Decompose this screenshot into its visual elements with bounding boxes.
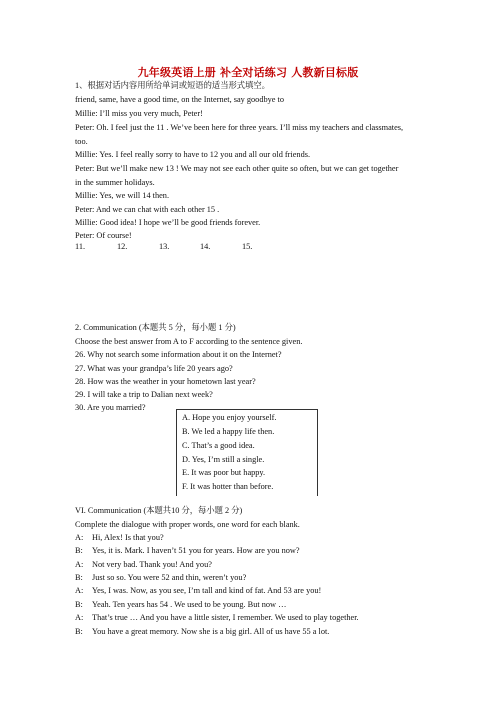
dialogue-row	[0, 626, 496, 637]
dialogue-line: Peter: And we can chat with each other 15 .	[75, 205, 220, 214]
answer-blank: 12.	[117, 242, 128, 251]
dialogue-line: Millie: I’ll miss you very much, Peter!	[75, 109, 203, 118]
dialogue-line: Peter: Oh. I feel just the 11 . We’ve been here for three years. I’ll miss my teachers and classmates,	[75, 123, 404, 132]
section1-instruction: 1、根据对话内容用所给单词或短语的适当形式填空。	[75, 81, 270, 90]
dialogue-line: too.	[75, 137, 88, 146]
speaker: B:	[75, 546, 83, 555]
dialogue-row	[0, 612, 496, 623]
speaker: A:	[75, 560, 84, 569]
speaker: A:	[75, 533, 84, 542]
dialogue-row	[0, 599, 496, 610]
dialogue-row	[0, 532, 496, 543]
dialogue-line: Peter: Of course!	[75, 231, 132, 240]
speaker: B:	[75, 627, 83, 636]
dialogue-line: Millie: Yes. I feel really sorry to have to 12 you and all our old friends.	[75, 150, 311, 159]
section3-heading: VI. Communication (本题共10 分，每小题 2 分)	[75, 506, 243, 515]
dialogue-row	[0, 585, 496, 596]
question: 26. Why not search some information about it on the Internet?	[75, 350, 282, 359]
options-box	[176, 409, 318, 496]
section2-instruction: Choose the best answer from A to F according to the sentence given.	[75, 337, 303, 346]
utterance: Yes, I was. Now, as you see, I’m tall and kind of fat. And 53 are you!	[92, 586, 322, 595]
option: A. Hope you enjoy yourself.	[182, 413, 277, 422]
page-title: 九年级英语上册 补全对话练习 人教新目标版	[137, 66, 359, 79]
question: 28. How was the weather in your hometown last year?	[75, 377, 256, 386]
option: C. That’s a good idea.	[182, 441, 255, 450]
option: D. Yes, I’m still a single.	[182, 455, 265, 464]
answer-blank: 13.	[159, 242, 170, 251]
dialogue-line: in the summer holidays.	[75, 178, 155, 187]
dialogue-line: Millie: Yes, we will 14 then.	[75, 191, 170, 200]
utterance: You have a great memory. Now she is a big girl. All of us have 55 a lot.	[92, 627, 330, 636]
answer-blank: 14.	[200, 242, 211, 251]
speaker: A:	[75, 613, 84, 622]
option: F. It was hotter than before.	[182, 482, 274, 491]
answer-blank: 15.	[242, 242, 253, 251]
speaker: A:	[75, 586, 84, 595]
question: 29. I will take a trip to Dalian next week?	[75, 390, 213, 399]
speaker: B:	[75, 600, 83, 609]
option: E. It was poor but happy.	[182, 468, 266, 477]
dialogue-line: Peter: But we’ll make new 13 ! We may not see each other quite so often, but we can get together	[75, 164, 399, 173]
section3-instruction: Complete the dialogue with proper words, one word for each blank.	[75, 520, 300, 529]
question: 30. Are you married?	[75, 403, 146, 412]
utterance: Just so so. You were 52 and thin, weren’t you?	[92, 573, 247, 582]
utterance: Hi, Alex! Is that you?	[92, 533, 164, 542]
dialogue-row	[0, 572, 496, 583]
option: B. We led a happy life then.	[182, 427, 275, 436]
utterance: Yeah. Ten years has 54 . We used to be young. But now …	[92, 600, 287, 609]
section2-heading: 2. Communication (本题共 5 分，每小题 1 分)	[75, 323, 236, 332]
speaker: B:	[75, 573, 83, 582]
dialogue-row	[0, 545, 496, 556]
answer-blank: 11.	[75, 242, 86, 251]
dialogue-row	[0, 559, 496, 570]
word-bank: friend, same, have a good time, on the Internet, say goodbye to	[75, 95, 284, 104]
utterance: Not very bad. Thank you! And you?	[92, 560, 212, 569]
utterance: That’s true … And you have a little sister, I remember. We used to play together.	[92, 613, 359, 622]
dialogue-line: Millie: Good idea! I hope we’ll be good friends forever.	[75, 218, 261, 227]
utterance: Yes, it is. Mark. I haven’t 51 you for years. How are you now?	[92, 546, 300, 555]
question: 27. What was your grandpa’s life 20 years ago?	[75, 364, 233, 373]
